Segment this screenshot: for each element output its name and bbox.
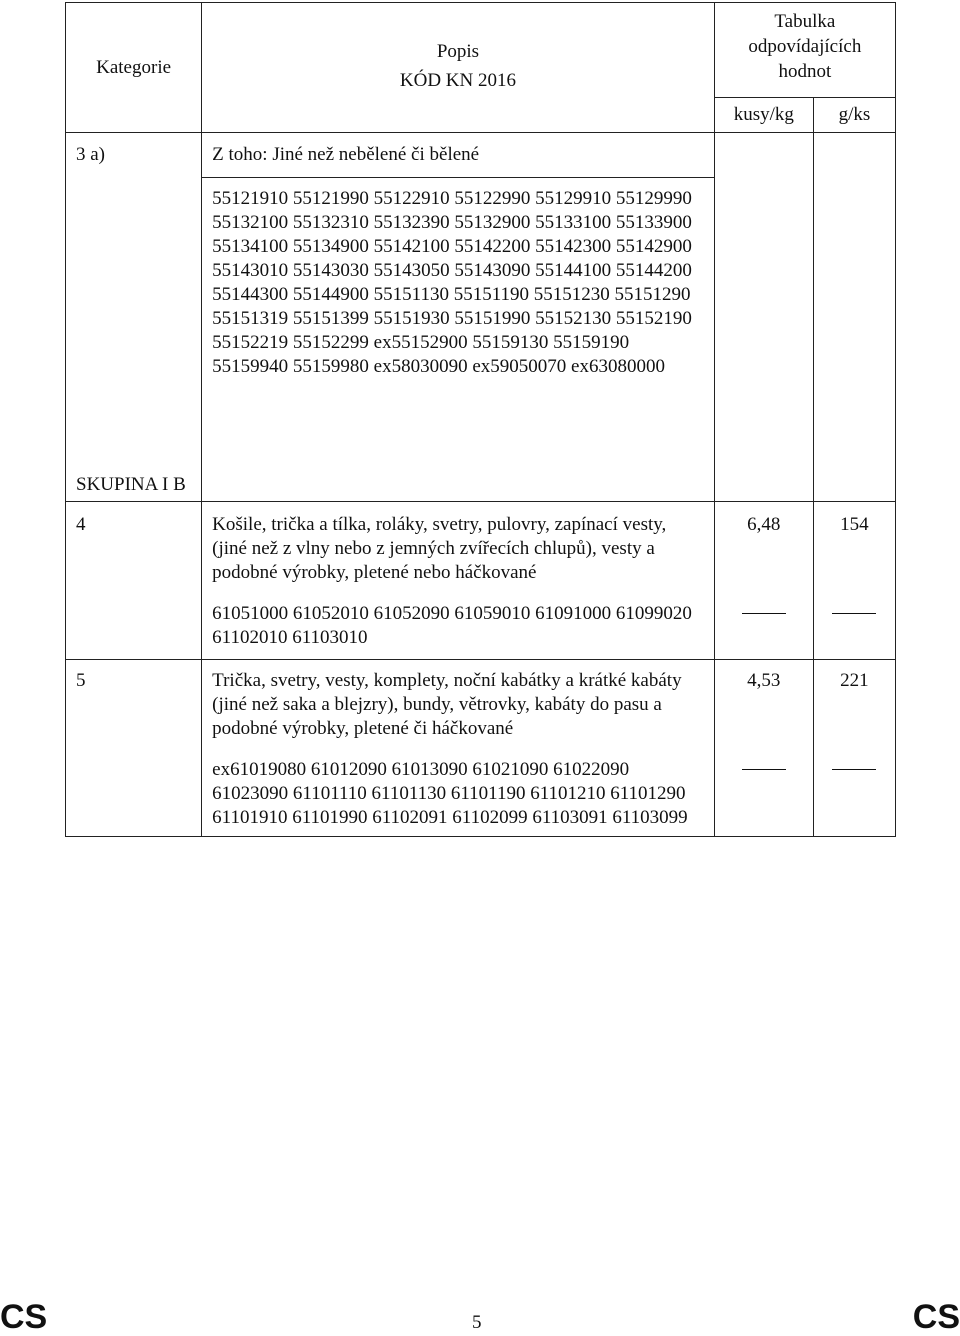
row-3a-number: 3 a) bbox=[66, 133, 202, 178]
table-row-4-codes bbox=[66, 595, 896, 660]
row-5-codes-kategorie bbox=[66, 751, 202, 837]
row-4-codes-kusy bbox=[714, 595, 813, 660]
table-row-5 bbox=[66, 660, 896, 752]
row-5-description: Trička, svetry, vesty, komplety, noční kabátky a krátké kabáty (jiné než saka a blejzry), bundy, větrovky, kabáty do pasu a podobné výrobky, pletené či háčkované bbox=[202, 660, 715, 752]
header-tabulka-line3: hodnot bbox=[778, 61, 832, 82]
row-5-codes-gks bbox=[813, 751, 895, 837]
unit-g-ks: g/ks bbox=[813, 98, 895, 133]
header-tabulka-line2: odpovídajících bbox=[748, 36, 862, 57]
row-4-codes: 61051000 61052010 61052090 61059010 61091000 61099020 61102010 61103010 bbox=[202, 595, 715, 660]
row-5-codes-kusy bbox=[714, 751, 813, 837]
row-4-description: Košile, trička a tílka, roláky, svetry, pulovry, zapínací vesty, (jiné než z vlny nebo z jemných zvířecích chlupů), vesty a podobné výrobky, pletené nebo háčkované bbox=[202, 502, 715, 596]
dash-mark bbox=[832, 613, 876, 614]
row-3a-codes-kusy bbox=[714, 177, 813, 502]
page-number: 5 bbox=[472, 1312, 482, 1333]
row-4-codes-kategorie bbox=[66, 595, 202, 660]
header-popis-line1: Popis bbox=[436, 41, 480, 62]
dash-mark bbox=[832, 769, 876, 770]
row-5-number: 5 bbox=[66, 660, 202, 752]
row-5-codes: ex61019080 61012090 61013090 61021090 61022090 61023090 61101110 61101130 61101190 61101210 61101290 61101910 61101990 61102091 61102099 61103091 61103099 bbox=[202, 751, 715, 837]
group-label: SKUPINA I B bbox=[66, 177, 202, 502]
language-code-right: CS bbox=[912, 1298, 960, 1336]
row-5-kusy: 4,53 bbox=[714, 660, 813, 752]
table-row-4 bbox=[66, 502, 896, 596]
header-tabulka bbox=[714, 3, 895, 98]
row-4-gks: 154 bbox=[813, 502, 895, 596]
dash-mark bbox=[742, 769, 786, 770]
table-row-5-codes bbox=[66, 751, 896, 837]
language-code-left: CS bbox=[0, 1298, 48, 1336]
row-4-codes-gks bbox=[813, 595, 895, 660]
table-row-3a-codes bbox=[66, 177, 896, 502]
dash-mark bbox=[742, 613, 786, 614]
page-footer bbox=[0, 1300, 960, 1334]
header-popis-line2: KÓD KN 2016 bbox=[399, 70, 516, 91]
row-3a-description: Z toho: Jiné než nebělené či bělené bbox=[202, 133, 715, 178]
category-table bbox=[65, 2, 896, 837]
unit-kusy-kg: kusy/kg bbox=[714, 98, 813, 133]
row-3a-codes-gks bbox=[813, 177, 895, 502]
header-kategorie: Kategorie bbox=[66, 3, 202, 133]
row-5-gks: 221 bbox=[813, 660, 895, 752]
row-4-kusy: 6,48 bbox=[714, 502, 813, 596]
table-row-3a bbox=[66, 133, 896, 178]
row-3a-codes: 55121910 55121990 55122910 55122990 55129910 55129990 55132100 55132310 55132390 55132900 55133100 55133900 55134100 55134900 55142100 55142200 55142300 55142900 55143010 55143030 55143050 55143090 55144100 55144200 55144300 55144900 55151130 55151190 55151230 55151290 55151319 55151399 55151930 55151990 55152130 55152190 55152219 55152299 ex55152900 55159130 55159190 55159940 55159980 ex58030090 ex59050070 ex63080000 bbox=[202, 177, 715, 502]
header-popis bbox=[202, 3, 715, 133]
row-3a-kusy bbox=[714, 133, 813, 178]
header-tabulka-line1: Tabulka bbox=[774, 11, 836, 32]
table-header-row bbox=[66, 3, 896, 98]
row-4-number: 4 bbox=[66, 502, 202, 596]
row-3a-gks bbox=[813, 133, 895, 178]
